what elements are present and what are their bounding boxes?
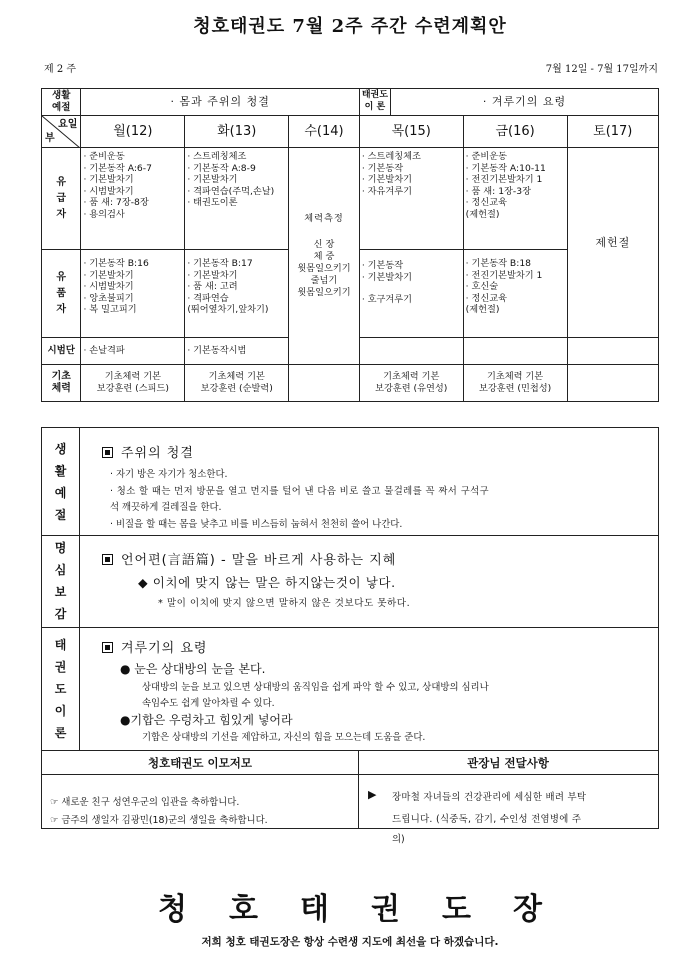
tkd-subject: · 겨루기의 요령: [390, 89, 658, 116]
day-wed: 수(14): [289, 116, 360, 148]
myeongsim-note: * 말이 이치에 맞지 않으면 말하지 않은 것보다도 못하다.: [158, 598, 411, 609]
square-bullet-icon: [102, 447, 113, 458]
yugeup-mon: · 준비운동 · 기본동작 A:6-7 · 기본발차기 · 시범발차기 · 품 새: 7장-8장 · 용의검사: [81, 148, 185, 250]
theory-p1-line-2: 속임수도 쉽게 알아차릴 수 있다.: [142, 698, 275, 709]
life-header-label: 생활 예절: [42, 89, 81, 116]
theory-point-1: ● 눈은 상대방의 눈을 본다.: [120, 662, 266, 676]
gicho-wed: [289, 365, 360, 402]
simbeom-tue: · 기본동작시범: [185, 338, 289, 365]
yupum-fri: · 기본동작 B:18 · 전진기본발차기 1 · 호신술 · 정신교육 (제헌절): [463, 250, 567, 338]
simbeom-thu: [359, 338, 463, 365]
square-bullet-icon: [102, 554, 113, 565]
myeongsim-section-label: 명 심 보 감: [42, 535, 80, 627]
page-title: 청호태권도 7월 2주 주간 수련계획안: [193, 16, 507, 37]
education-box: [41, 427, 659, 845]
bottom-header-row: [42, 750, 658, 775]
notice-arrow-icon: ▶: [368, 788, 377, 801]
row-label-gicho: 기초 체력: [42, 365, 81, 402]
gicho-sat: [567, 365, 658, 402]
wed-fitness-test: 체력측정 신 장 체 중 윗몸일으키기 줄넘기 윗몸일으키기: [289, 148, 360, 365]
yugeup-tue: · 스트레칭체조 · 기본동작 A:8-9 · 기본발차기 · 격파연습(주먹,손날) · 태권도이론: [185, 148, 289, 250]
gicho-mon: 기초체력 기본 보강훈련 (스피드): [81, 365, 185, 402]
myeongsim-section: [42, 535, 658, 628]
square-bullet-icon: [102, 642, 113, 653]
day-mon: 월(12): [81, 116, 185, 148]
theory-heading: 겨루기의 요령: [102, 637, 207, 656]
life-subject: · 몸과 주위의 청결: [81, 89, 359, 116]
simbeom-sat: [567, 338, 658, 365]
simbeom-mon: · 손날격파: [81, 338, 185, 365]
theory-point-2: ●기합은 우렁차고 힘있게 넣어라: [120, 713, 293, 727]
notice-line-3: 의): [392, 834, 405, 845]
sat-holiday: 제헌절: [567, 148, 658, 338]
day-corner-cell: 요일 부: [42, 116, 81, 148]
day-fri: 금(16): [463, 116, 567, 148]
tkd-theory-label: 태 권 도 이 론: [42, 627, 80, 750]
yupum-thu: · 기본동작 · 기본발차기 · 호구겨루기: [359, 250, 463, 338]
yugeup-thu: · 스트레칭체조 · 기본동작 · 기본발차기 · 자유겨루기: [359, 148, 463, 250]
theory-p1-line-1: 상대방의 눈을 보고 있으면 상대방의 움직임을 쉽게 파악 할 수 있고, 상대방의 심리나: [142, 682, 489, 693]
day-thu: 목(15): [359, 116, 463, 148]
gicho-fri: 기초체력 기본 보강훈련 (민첩성): [463, 365, 567, 402]
bottom-divider: [358, 774, 359, 828]
news-title: 청호태권도 이모저모: [148, 756, 252, 770]
life-line-4: · 비질을 할 때는 몸을 낮추고 비를 비스듬히 눕혀서 천천히 쓸어 나간다.: [110, 519, 403, 530]
yugeup-fri: · 준비운동 · 기본동작 A:10-11 · 전진기본발차기 1 · 품 새: 1장-3장 · 정신교육 (제헌절): [463, 148, 567, 250]
theory-p2-line-1: 기합은 상대방의 기선을 제압하고, 자신의 힘을 모으는데 도움을 준다.: [142, 732, 426, 743]
weekly-schedule-table: [41, 88, 659, 402]
date-range: 7월 12일 - 7월 17일까지: [545, 64, 658, 75]
tkd-theory-section: [42, 627, 658, 751]
yupum-mon: · 기본동작 B:16 · 기본발차기 · 시범발차기 · 앙초불피기 · 복 밀고피기: [81, 250, 185, 338]
life-line-3: 석 깨끗하게 걸레질을 한다.: [110, 502, 222, 513]
notice-title: 관장님 전달사항: [467, 756, 549, 770]
life-heading: 주위의 청결: [102, 442, 194, 461]
news-item-2: ☞ 금주의 생일자 김광민(18)군의 생일을 축하합니다.: [50, 815, 268, 826]
myeongsim-heading: 언어편(言語篇) - 말을 바르게 사용하는 지혜: [102, 549, 396, 568]
day-tue: 화(13): [185, 116, 289, 148]
life-line-1: · 자기 방은 자기가 청소한다.: [110, 469, 228, 480]
life-etiquette-section: [42, 428, 658, 536]
life-section-label: 생 활 예 절: [42, 428, 80, 535]
footer-dojang-name: 청호태권도장: [158, 892, 584, 927]
day-sat: 토(17): [567, 116, 658, 148]
gicho-thu: 기초체력 기본 보강훈련 (유연성): [359, 365, 463, 402]
life-line-2: · 청소 할 때는 먼저 방문을 열고 먼지를 털어 낸 다음 비로 쓸고 물걸레를 꼭 짜서 구석구: [110, 486, 489, 497]
tkd-header-label: 태권도 이 론: [359, 89, 390, 116]
yupum-tue: · 기본동작 B:17 · 기본발차기 · 품 새: 고려 · 격파연습 (뛰어옆차기,앞차기): [185, 250, 289, 338]
myeongsim-point: ◆ 이치에 맞지 않는 말은 하지않는것이 낳다.: [138, 575, 396, 590]
news-item-1: ☞ 새로운 친구 성연우군의 입관을 축하합니다.: [50, 797, 240, 808]
notice-line-1: 장마철 자녀들의 건강관리에 세심한 배려 부탁: [392, 792, 587, 803]
footer-slogan: 저희 청호 태권도장은 항상 수련생 지도에 최선을 다 하겠습니다.: [201, 936, 499, 948]
week-label: 제 2 주: [44, 64, 77, 75]
simbeom-fri: [463, 338, 567, 365]
row-label-yugeup: 유 급 자: [42, 148, 81, 250]
gicho-tue: 기초체력 기본 보강훈련 (순발력): [185, 365, 289, 402]
row-label-yupum: 유 품 자: [42, 250, 81, 338]
row-label-simbeom: 시범단: [42, 338, 81, 365]
notice-line-2: 드립니다. (식중독, 감기, 수인성 전염병에 주: [392, 814, 582, 825]
